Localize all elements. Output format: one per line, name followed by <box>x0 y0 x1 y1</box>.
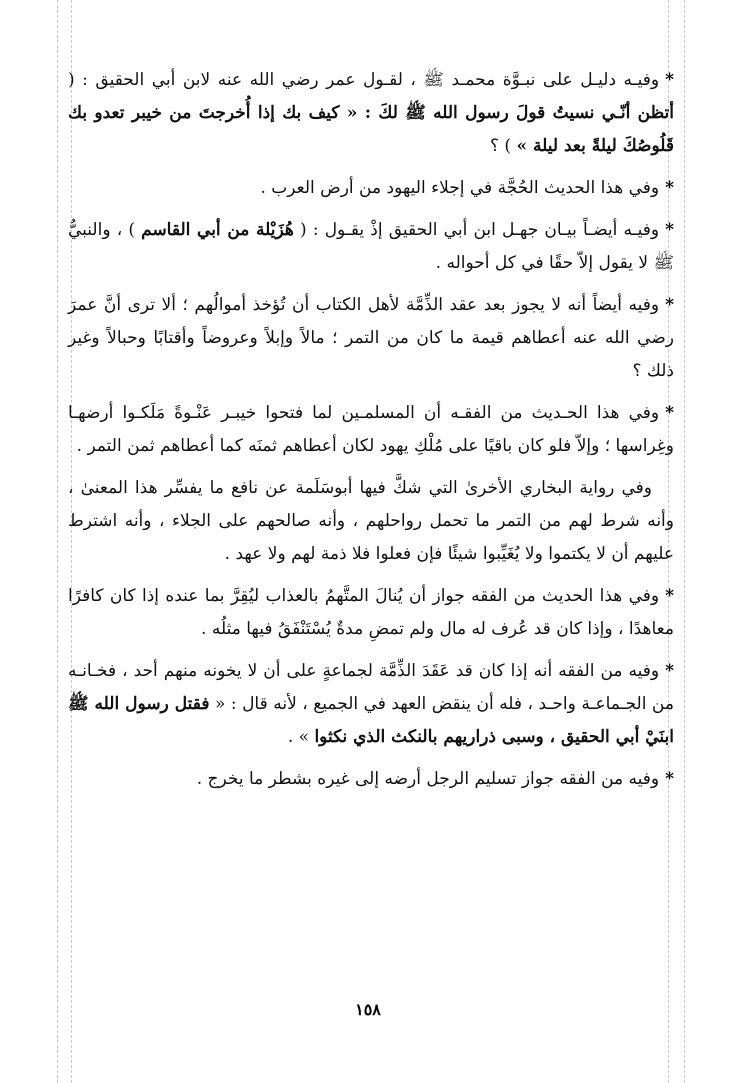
paragraph-text: وفيه أيضاً أنه لا يجوز بعد عقد الذِّمَّة لأهل الكتاب أن تُؤخذ أموالُهم ؛ ألا ترى أنَّ عمرَ رضي الله عنه أعطاهم قيمة ما كان من التمر ؛ مالاً وإبلاً وعروضاً وأقتابًا وحبالاً وغير ذلك ؟ <box>68 295 674 381</box>
margin-guide-right-outer <box>684 0 685 1083</box>
paragraph-text: ) ؟ <box>489 136 517 156</box>
quoted-text: أتظن أنّـي نسيتُ قولَ رسول الله ﷺ لكَ : « كيف بك إذا أُخرجتَ من خيبر تعدو بك قَلُوصُكَ ليلةً بعد ليلة » <box>68 103 674 156</box>
paragraph <box>68 472 674 571</box>
paragraph-text: وفيـه دليـل على نبـوَّة محمـد ﷺ ، لقـول عمر رضي الله عنه لابن أبي الحقيق : ( <box>68 70 660 90</box>
paragraph <box>68 172 674 205</box>
page-body-text <box>68 64 674 805</box>
quoted-text: هُزَيْلة من أبي القاسم <box>141 220 294 240</box>
paragraph-text: وفيـه أيضـاً بيـان جهـل ابن أبي الحقيق إذْ يقـول : ( <box>293 220 660 240</box>
paragraph <box>68 289 674 388</box>
paragraph <box>68 580 674 646</box>
paragraph <box>68 64 674 163</box>
paragraph-text: ) ، والنبيُّ ﷺ لا يقول إلاّ حقًا في كل أحواله . <box>68 220 674 273</box>
paragraph-text: وفيه من الفقه أنه إذا كان قد عَقَدَ الذِّمَّة لجماعةٍ على أن لا يخونه منهم أحد ، فخـانـه من الجـماعـة واحـد ، فله أن ينقض العهد في الجميع ، لأنه قال : « <box>68 661 674 714</box>
quoted-text: فقتل رسول الله ﷺ ابنَيْ أبي الحقيق ، وسبى ذراريهم بالنكث الذي نكثوا <box>68 694 674 747</box>
paragraph-text: » . <box>287 727 315 747</box>
paragraph-text: وفي هذا الحديث من الفقه جواز أن يُنالَ المتَّهمُ بالعذاب ليُقِرَّ بما عنده إذا كان كافرًا معاهدًا ، وإذا كان قد عُرف له مال ولم تمضِ مدةٌ يُسْتَنْفَقُ فيها مثلُه . <box>68 586 674 639</box>
paragraph <box>68 397 674 463</box>
paragraph-text: وفيه من الفقه جواز تسليم الرجل أرضه إلى غيره بشطر ما يخرج . <box>196 769 660 789</box>
paragraph <box>68 655 674 754</box>
margin-guide-left-outer <box>57 0 58 1083</box>
paragraph <box>68 214 674 280</box>
page-number: ١٥٨ <box>355 1000 381 1019</box>
paragraph-text: وفي رواية البخاري الأخرىٰ التي شكَّ فيها أبوسَلَمة عن نافع ما يفسِّر هذا المعنىٰ ، وأنه شرط لهم من التمر ما تحمل رواحلهم ، وأنه صالحهم على الجلاء ، وأنه اشترط عليهم أن لا يكتموا ولا يُغَيِّبوا شيئًا فإن فعلوا فلا ذمة لهم ولا عهد . <box>68 478 674 564</box>
paragraph-text: وفي هذا الحـديث من الفقـه أن المسلمـين لما فتحوا خيبـر عَنْـوةً مَلَكـوا أرضهـا وغِراسها ؛ وإلاّ فلو كان باقيًا على مُلْكِ يهود لكان أعطاهم ثمنَه كما أعطاهم ثمن التمر . <box>68 403 674 456</box>
paragraph-text: وفي هذا الحديث الحُجَّة في إجلاء اليهود من أرض العرب . <box>260 178 660 198</box>
paragraph <box>68 763 674 796</box>
